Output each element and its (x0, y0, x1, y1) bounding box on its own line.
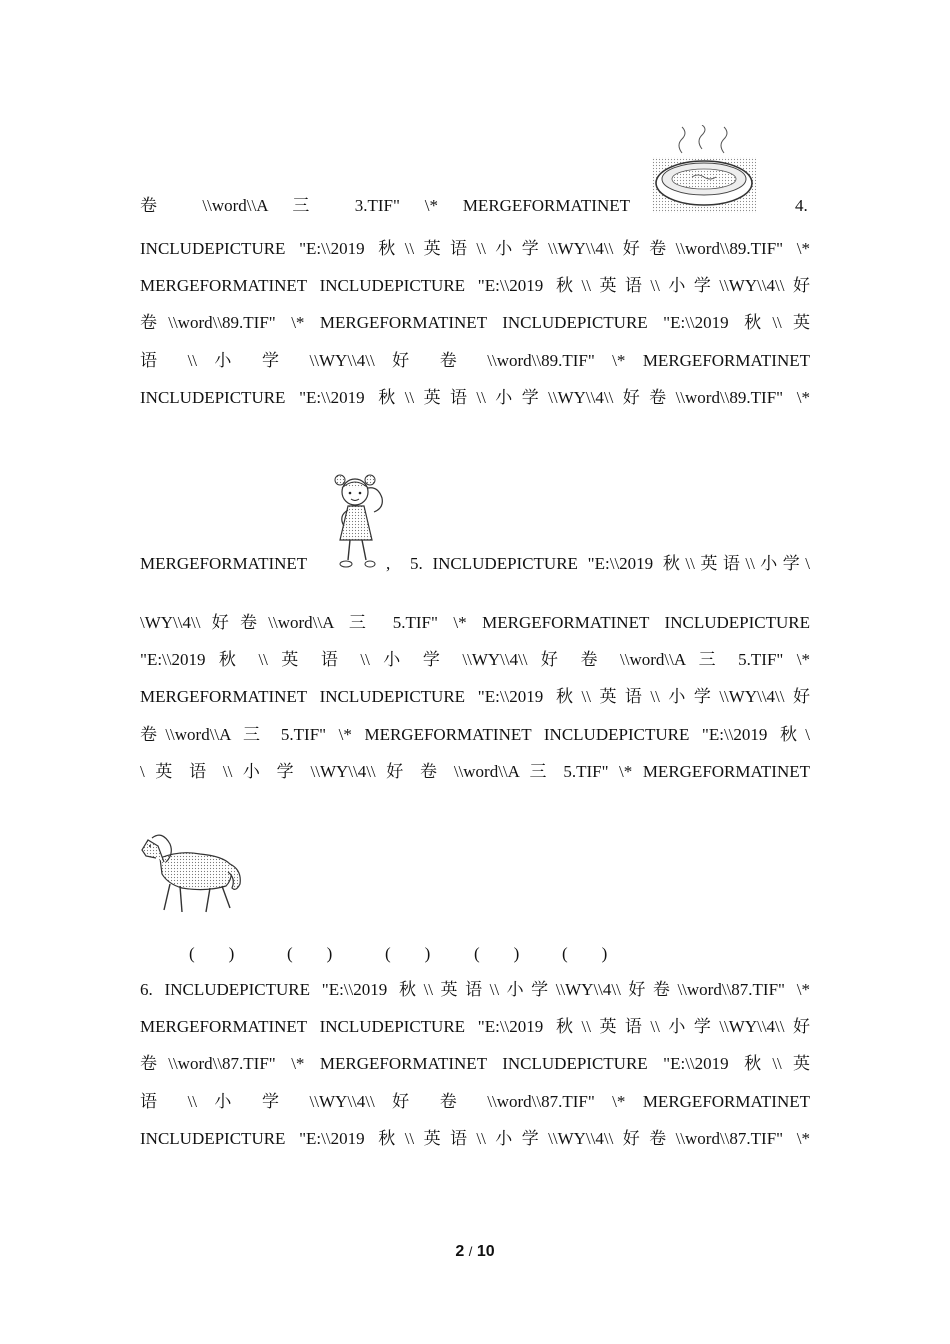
answer-blank[interactable]: ( ) (562, 944, 608, 963)
answer-blank[interactable]: ( ) (189, 944, 235, 963)
text-line: INCLUDEPICTURE "E:\\2019 秋\\英语\\小学\\WY\\4\\好卷\\word\\89.TIF" \* (140, 388, 810, 407)
total-pages: 10 (476, 1243, 495, 1260)
answer-blank[interactable]: ( ) (287, 944, 333, 963)
text-line: "E:\\2019 秋 \\ 英 语 \\ 小 学 \\WY\\4\\ 好 卷 \\word\\A 三 5.TIF" \* (140, 650, 810, 669)
text-line: INCLUDEPICTURE "E:\\2019 秋\\英语\\小学\\WY\\4\\好卷\\word\\87.TIF" \* (140, 1129, 810, 1148)
question-number: 4. (795, 196, 808, 215)
text-line: MERGEFORMATINET (140, 554, 308, 573)
text-line: MERGEFORMATINET INCLUDEPICTURE "E:\\2019 秋\\英语\\小学\\WY\\4\\好 (140, 687, 810, 706)
horse-image (140, 828, 246, 916)
answer-blank[interactable]: ( ) (474, 944, 520, 963)
text-line: \WY\\4\\好卷\\word\\A 三 5.TIF" \* MERGEFORMATINET INCLUDEPICTURE (140, 613, 810, 632)
text-line: 卷\\word\\87.TIF" \* MERGEFORMATINET INCLUDEPICTURE "E:\\2019 秋\\英 (140, 1054, 810, 1073)
text-line: 卷\\word\\89.TIF" \* MERGEFORMATINET INCLUDEPICTURE "E:\\2019 秋\\英 (140, 313, 810, 332)
comma-text: , (386, 554, 391, 573)
text-line: INCLUDEPICTURE "E:\\2019 秋\\英语\\小学\\WY\\4\\好卷\\word\\89.TIF" \* (140, 239, 810, 258)
text-line: 6. INCLUDEPICTURE "E:\\2019 秋\\英语\\小学\\WY\\4\\好卷\\word\\87.TIF" \* (140, 980, 810, 999)
text-line: 5. INCLUDEPICTURE "E:\\2019 秋\\英语\\小学\ (410, 554, 810, 573)
page-number (0, 1243, 950, 1261)
text-line: \ 英 语 \\ 小 学 \\WY\\4\\ 好 卷 \\word\\A 三 5.TIF" \* MERGEFORMATINET (140, 762, 810, 781)
answer-blank[interactable]: ( ) (385, 944, 431, 963)
text-line: 语 \\ 小 学 \\WY\\4\\ 好 卷 \\word\\89.TIF" \* MERGEFORMATINET (140, 351, 810, 370)
page-separator: / (468, 1244, 473, 1259)
text-line: 卷\\word\\A 三 5.TIF" \* MERGEFORMATINET INCLUDEPICTURE "E:\\2019 秋\ (140, 725, 810, 744)
soup-bowl-image (652, 125, 756, 213)
text-line: MERGEFORMATINET INCLUDEPICTURE "E:\\2019 秋\\英语\\小学\\WY\\4\\好 (140, 276, 810, 295)
text-line: 语 \\ 小 学 \\WY\\4\\ 好 卷 \\word\\87.TIF" \* MERGEFORMATINET (140, 1092, 810, 1111)
text-line: MERGEFORMATINET INCLUDEPICTURE "E:\\2019 秋\\英语\\小学\\WY\\4\\好 (140, 1017, 810, 1036)
current-page: 2 (455, 1243, 465, 1260)
text-line: 卷 \\word\\A 三 3.TIF" \* MERGEFORMATINET (140, 196, 630, 215)
girl-image (330, 472, 390, 572)
